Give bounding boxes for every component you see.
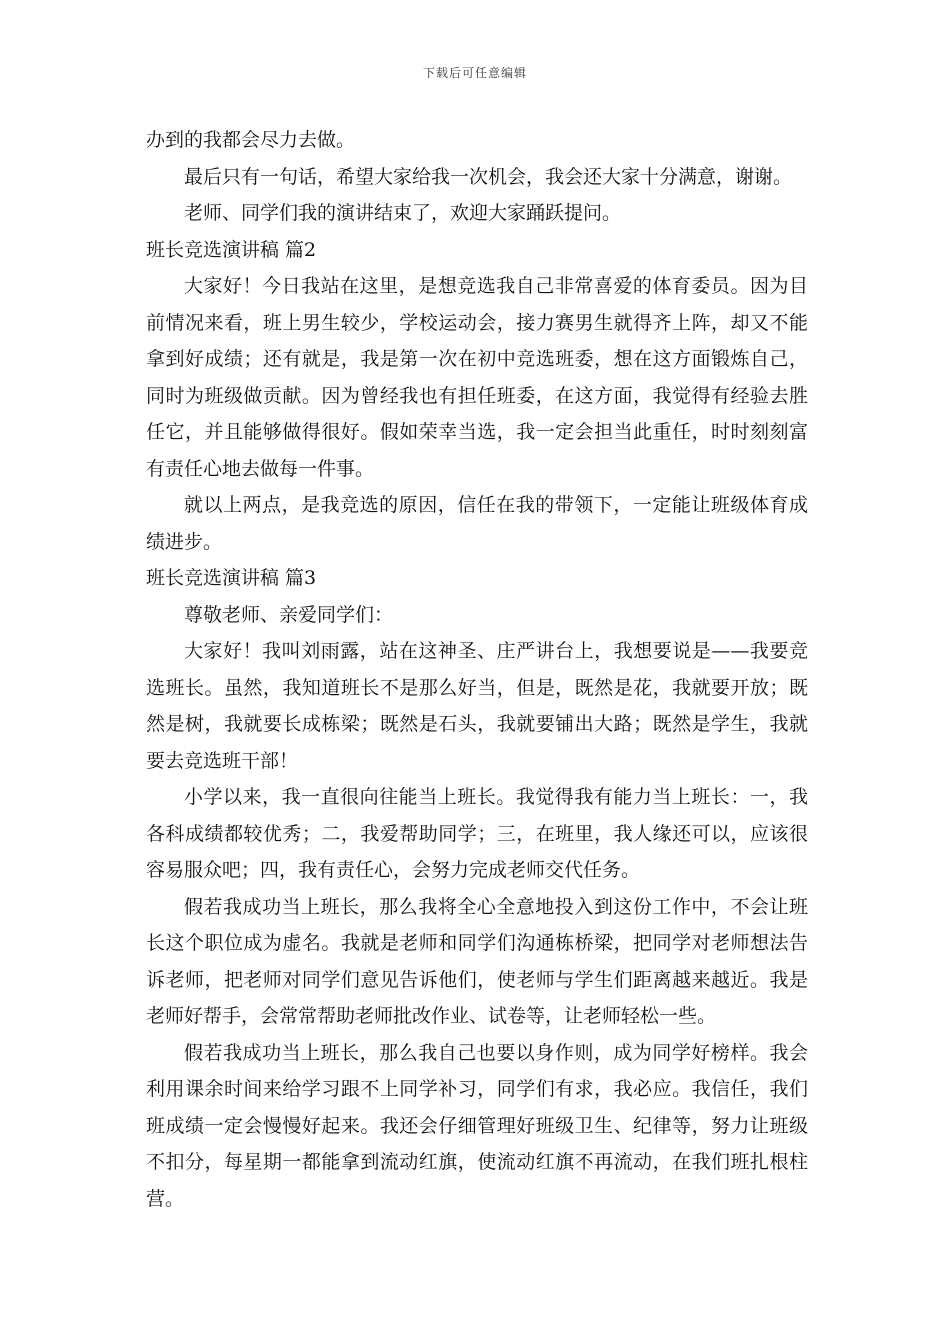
- paragraph: 大家好！今日我站在这里，是想竞选我自己非常喜爱的体育委员。因为目前情况来看，班上男生较少，学校运动会，接力赛男生就得齐上阵，却又不能拿到好成绩；还有就是，我是第一次在初中竞选班委，想在这方面锻炼自己，同时为班级做贡献。因为曾经我也有担任班委，在这方面，我觉得有经验去胜任它，并且能够做得很好。假如荣幸当选，我一定会担当此重任，时时刻刻富有责任心地去做每一件事。: [146, 275, 808, 480]
- document-body: [146, 122, 808, 1217]
- paragraph: 大家好！我叫刘雨露，站在这神圣、庄严讲台上，我想要说是——我要竞选班长。虽然，我知道班长不是那么好当，但是，既然是花，我就要开放；既然是树，我就要长成栋梁；既然是石头，我就要铺出大路；既然是学生，我就要去竞选班干部！: [146, 640, 808, 772]
- section-title: 班长竞选演讲稿 篇2: [146, 238, 317, 261]
- paragraph: 老师、同学们我的演讲结束了，欢迎大家踊跃提问。: [184, 202, 622, 224]
- paragraph: 小学以来，我一直很向往能当上班长。我觉得我有能力当上班长：一，我各科成绩都较优秀；二，我爱帮助同学；三，在班里，我人缘还可以，应该很容易服众吧；四，我有责任心，会努力完成老师交代任务。: [146, 786, 808, 881]
- page-header: 下载后可任意编辑: [422, 66, 527, 80]
- paragraph-salutation: 尊敬老师、亲爱同学们：: [184, 603, 394, 626]
- paragraph: 假若我成功当上班长，那么我将全心全意地投入到这份工作中，不会让班长这个职位成为虚名。我就是老师和同学们沟通栋桥梁，把同学对老师想法告诉老师，把老师对同学们意见告诉他们，使老师与学生们距离越来越近。我是老师好帮手，会常常帮助老师批改作业、试卷等，让老师轻松一些。: [146, 895, 808, 1027]
- paragraph-continuation: 办到的我都会尽力去做。: [146, 129, 356, 151]
- paragraph: 假若我成功当上班长，那么我自己也要以身作则，成为同学好榜样。我会利用课余时间来给学习跟不上同学补习，同学们有求，我必应。我信任，我们班成绩一定会慢慢好起来。我还会仔细管理好班级卫生、纪律等，努力让班级不扣分，每星期一都能拿到流动红旗，使流动红旗不再流动，在我们班扎根柱营。: [146, 1041, 808, 1210]
- paragraph: 最后只有一句话，希望大家给我一次机会，我会还大家十分满意，谢谢。: [184, 165, 793, 188]
- paragraph: 就以上两点，是我竞选的原因，信任在我的带领下，一定能让班级体育成绩进步。: [146, 494, 808, 553]
- section-title: 班长竞选演讲稿 篇3: [146, 567, 317, 589]
